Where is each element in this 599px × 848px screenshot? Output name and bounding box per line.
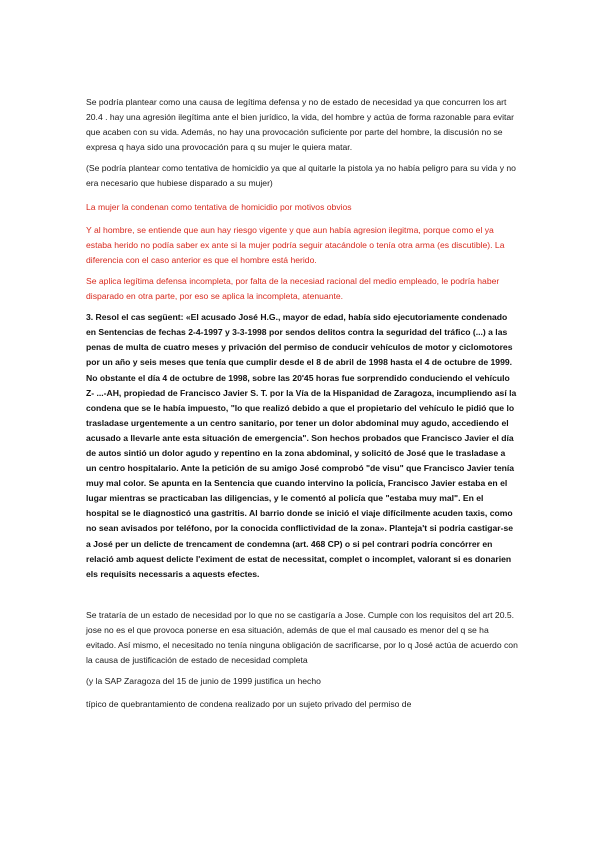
paragraph-legitima-defensa: Se podría plantear como una causa de legítima defensa y no de estado de necesidad ya que concurren los art 20.4 . hay una agresión ilegítima ante el bien jurídico, la vida, del hombre y actúa de forma razonable para evitar que acaben con su vida. Además, no hay una provocación suficiente por parte del hombre, la discusión no se expresa q haya sido una provocación para q su mujer le quiera matar. [86, 97, 515, 153]
document-page [86, 95, 518, 712]
paragraph-hombre-riesgo: Y al hombre, se entiende que aun hay riesgo vigente y que aun había agresion ilegitma, porque como el ya estaba herido no podía saber ex ante si la mujer podría seguir atacándole o tenía otra arma (es discutible). La diferencia con el caso anterior es que el hombre está herido. [86, 224, 505, 265]
paragraph-estado-necesidad-answer: Se trataría de un estado de necesidad por lo que no se castigaría a Jose. Cumple con los requisitos del art 20.5. jose no es el que provoca ponerse en esa situación, además de que el mal causado es menor del q se ha evitado. Así mismo, el necesitado no tenía ninguna obligación de sacrificarse, por lo q José actúa de acuerdo con la causa de justificación de estado de necesidad completa [86, 609, 518, 666]
paragraph-case-statement: 3. Resol el cas següent: «El acusado José H.G., mayor de edad, había sido ejecutoriamente condenado en Sentencias de fechas 2-4-1997 y 3-3-1998 por sendos delitos contra la seguridad del tráfico (...) a las penas de multa de cuatro meses y privación del permiso de conducir vehículos de motor y ciclomotores por un año y seis meses que tenía que cumplir desde el 8 de abril de 1998 hasta el 4 de octubre de 1999. No obstante el día 4 de octubre de 1998, sobre las 20'45 horas fue sorprendido conduciendo el vehículo Z- ...-AH, propiedad de Francisco Javier S. T. por la Vía de la Hispanidad de Zaragoza, incumpliendo así la condena que se le había impuesto, "lo que realizó debido a que el propietario del vehículo le pidió que lo trasladase urgentemente a un centro sanitario, por tener un dolor abdominal muy agudo, accediendo el acusado a llevarle ante esta situación de emergencia". Son hechos probados que Francisco Javier el día de autos sintió un dolor agudo y repentino en la zona abdominal, y solicitó de José que le trasladase a un centro hospitalario. Ante la petición de su amigo José comprobó "de visu" que Francisco Javier tenía muy mal color. Se apunta en la Sentencia que cuando intervino la policía, Francisco Javier estaba en el lugar mientras se practicaban las diligencias, y le comentó al policía que "estaba muy mal". En el hospital se le diagnosticó una gastritis. Al barrio donde se inició el viaje difícilmente acuden taxis, como no sean avisados por teléfono, por la conocida conflictividad de la zona». Planteja't si podria castigar-se a José per un delicte de trencament de condemna (art. 468 CP) o si pel contrari podría concórrer en relació amb aquest delicte l'eximent de estat de necessitat, complet o incomplet, valorant si es donarien els requisits necessaris a aquests efectes. [86, 312, 517, 579]
paragraph-tentativa-homicidio-note: (Se podría plantear como tentativa de homicidio ya que al quitarle la pistola ya no había peligro para su vida y no era necesario que hubiese disparado a su mujer) [86, 163, 516, 189]
paragraph-condena-mujer: La mujer la condenan como tentativa de homicidio por motivos obvios [86, 201, 352, 212]
paragraph-quebrantamiento: típico de quebrantamiento de condena realizado por un sujeto privado del permiso de [86, 699, 412, 710]
paragraph-defensa-incompleta: Se aplica legítima defensa incompleta, por falta de la necesiad racional del medio empleado, le podría haber disparado en otra parte, por eso se aplica la incompleta, atenuante. [86, 275, 500, 302]
paragraph-sap-zaragoza: (y la SAP Zaragoza del 15 de junio de 1999 justifica un hecho [86, 676, 321, 687]
